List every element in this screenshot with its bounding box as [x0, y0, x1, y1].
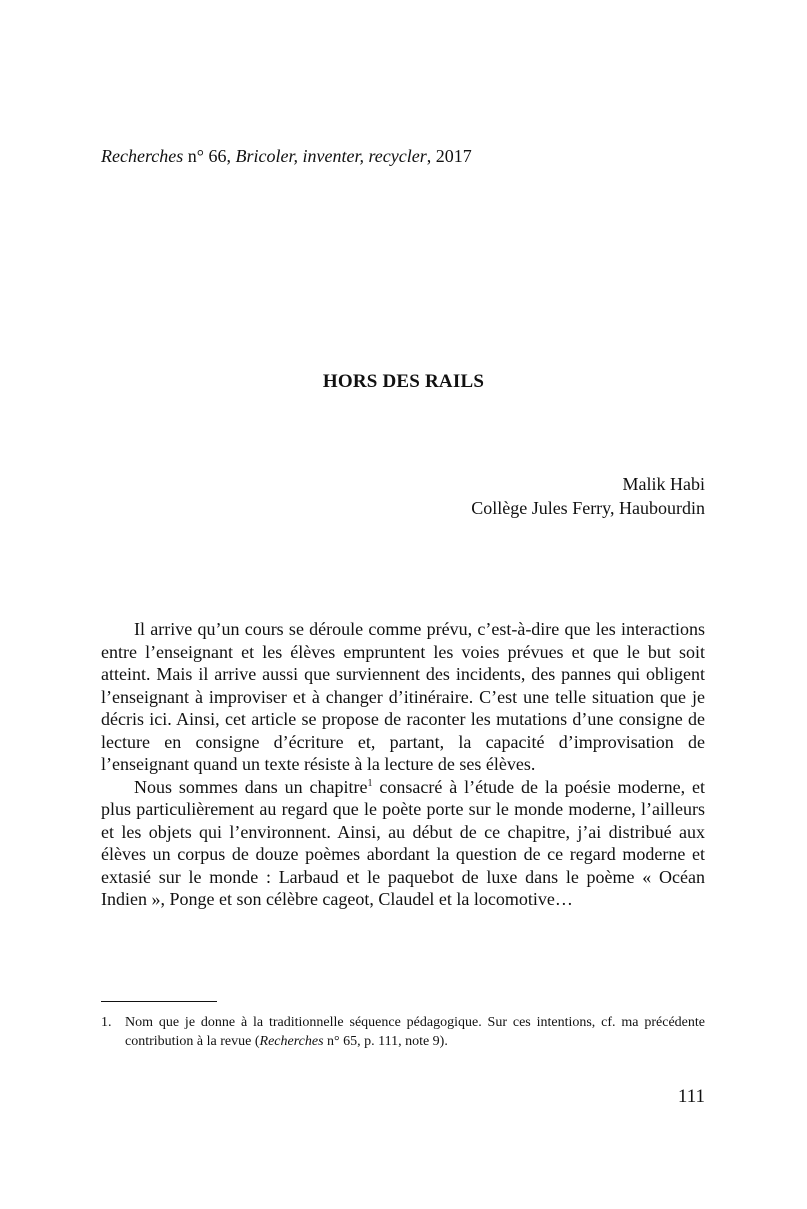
issue-theme: Bricoler, inventer, recycler	[235, 146, 427, 166]
footnote-journal: Recherches	[259, 1034, 324, 1049]
footnote-text-start: Nom que je donne à la traditionnelle séquence pédagogique. Sur ces intentions, cf. ma précédente contribution à la revue (	[125, 1015, 705, 1049]
article-title: HORS DES RAILS	[322, 371, 485, 392]
paragraph-2	[101, 776, 705, 911]
author-name: Malik Habi	[622, 474, 705, 494]
paragraph-2-rest: consacré à l’étude de la poésie moderne, et plus particulièrement au regard que le poète porte sur le monde moderne, l’ailleurs et les objets qui l’environnent. Ainsi, au début de ce chapitre, j’ai distribué aux élèves un corpus de douze poèmes abordant la question de ce regard moderne et extasié sur le monde : Larbaud et le paquebot de luxe dans le poème « Océan Indien », Ponge et son célèbre cageot, Claudel et la locomotive…	[101, 776, 705, 909]
footnote-number: 1.	[101, 1015, 112, 1030]
running-head	[101, 145, 472, 167]
issue-year: , 2017	[426, 146, 472, 166]
footnote	[101, 1013, 705, 1051]
page-number: 111	[677, 1086, 705, 1107]
journal-name: Recherches	[101, 146, 184, 166]
footnote-separator	[101, 1001, 217, 1002]
byline	[471, 472, 705, 520]
paragraph-1: Il arrive qu’un cours se déroule comme prévu, c’est-à-dire que les interactions entre l’enseignant et les élèves empruntent les voies prévues et que le but soit atteint. Mais il arrive aussi que surviennent des incidents, des pannes qui obligent l’enseignant à improviser et à changer d’itinéraire. C’est une telle situation que je décris ici. Ainsi, cet article se propose de raconter les mutations d’une consigne de lecture en consigne d’écriture et, partant, la capacité d’improvisation de l’enseignant quand un texte résiste à la lecture de ses élèves.	[101, 619, 705, 774]
article-body	[101, 618, 705, 911]
issue-number: n° 66,	[183, 146, 236, 166]
author-affiliation: Collège Jules Ferry, Haubourdin	[471, 498, 705, 518]
footnote-text-end: n° 65, p. 111, note 9).	[323, 1034, 448, 1049]
footnote-reference: 1	[367, 777, 373, 789]
footnote-text	[125, 1013, 705, 1051]
paragraph-2-start: Nous sommes dans un chapitre	[134, 776, 368, 797]
